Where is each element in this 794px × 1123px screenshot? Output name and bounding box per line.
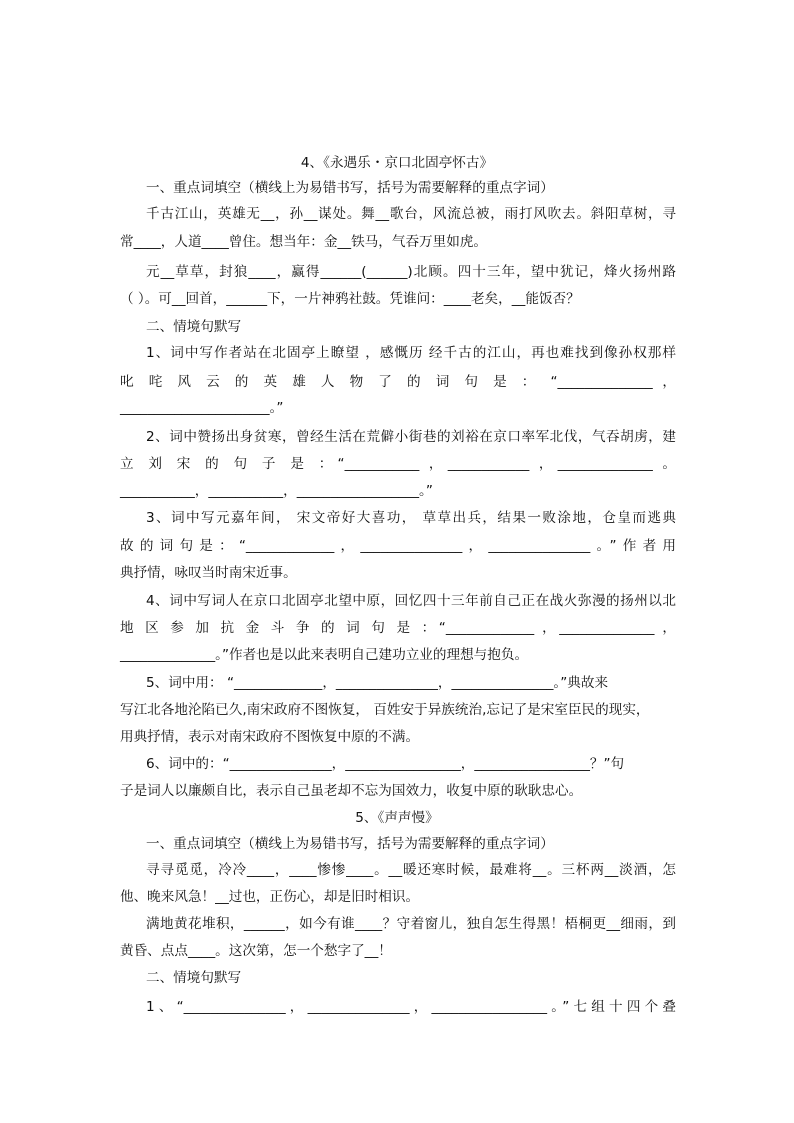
text-line-13: ___________，___________，__________________。” [120,483,433,499]
text-line-22: 用典抒情，表示对南宋政府不图恢复中原的不满。 [120,729,420,745]
text-line-4: 常____，人道____曾住。想当年：金__铁马，气吞万里如虎。 [120,234,488,250]
text-line-17: 4、词中写词人在京口北固亭北望中原，回忆四十三年前自己正在战火弥漫的扬州以北 [146,593,676,609]
text-line-31: 二、情境句默写 [146,970,242,986]
text-line-27: 寻寻觅觅，冷冷____，____惨惨____。__暖还寒时候，最难将__。三杯两__淡酒，怎 [146,862,676,878]
text-line-24: 子是词人以廉颇自比，表示自己虽老却不忘为国效力，收复中原的耿耿忠心。 [120,783,583,799]
text-line-1: 4、《永遇乐・京口北固亭怀古》 [300,155,494,171]
text-line-21: 写江北各地沦陷已久,南宋政府不图恢复， 百姓安于异族统治,忘记了是宋室臣民的现实， [120,702,650,718]
text-line-23: 6、词中的：“_______________，_________________，_________________？”句 [146,756,625,772]
text-line-32: 1、“_______________，_______________，_________________。”七组十四个叠 [146,999,676,1015]
text-line-6: （ ）。可__回首，______下，一片神鸦社鼓。凭谁问：____老矣，__能饭否？ [120,291,580,307]
text-line-11: 2、词中赞扬出身贫寒，曾经生活在荒僻小街巷的刘裕在京口率军北伐，气吞胡虏，建 [146,429,676,445]
text-line-10: ______________________。” [120,400,284,416]
text-line-30: 黄昏、点点____。这次第，怎一个愁字了__！ [120,943,392,959]
text-line-28: 他、晚来风急！__过也，正伤心，却是旧时相识。 [120,889,420,905]
text-line-18: 地 区 参 加 抗 金 斗 争 的 词 句 是 ：“_____________ ，______________ ， [120,620,676,636]
text-line-5: 元__草草，封狼____，赢得______(______)北顾。四十三年，望中犹记，烽火扬州路 [146,264,676,280]
text-line-2: 一、重点词填空（横线上为易错书写，括号为需要解释的重点字词） [146,180,554,196]
text-line-20: 5、词中用： “_____________，_______________，_______________。”典故来 [146,675,609,691]
text-line-15: 故的词句是：“_____________，_______________，_______________。”作者用 [120,538,676,554]
text-line-29: 满地黄花堆积，______，如今有谁____？守着窗儿，独自怎生得黑！梧桐更__细雨，到 [146,916,676,932]
text-line-14: 3、词中写元嘉年间， 宋文帝好大喜功， 草草出兵，结果一败涂地，仓皇而逃典 [146,510,676,526]
text-line-12: 立 刘 宋 的 句 子 是 ：“___________ ，____________ ，______________ 。 [120,456,676,472]
text-line-3: 千古江山，英雄无__，孙__谋处。舞__歌台，风流总被，雨打风吹去。斜阳草树，寻 [146,206,676,222]
text-line-9: 叱 咤 风 云 的 英 雄 人 物 了 的 词 句 是 ： “______________ ， [120,374,676,390]
text-line-25: 5、《声声慢》 [355,810,439,826]
text-line-26: 一、重点词填空（横线上为易错书写，括号为需要解释的重点字词） [146,836,554,852]
text-line-8: 1、词中写作者站在北固亭上瞭望 ，感慨历 经千古的江山，再也难找到像孙权那样 [146,345,676,361]
text-line-16: 典抒情，咏叹当时南宋近事。 [120,565,297,581]
text-line-19: ______________。”作者也是以此来表明自己建功立业的理想与抱负。 [120,647,529,663]
text-line-7: 二、情境句默写 [146,319,242,335]
